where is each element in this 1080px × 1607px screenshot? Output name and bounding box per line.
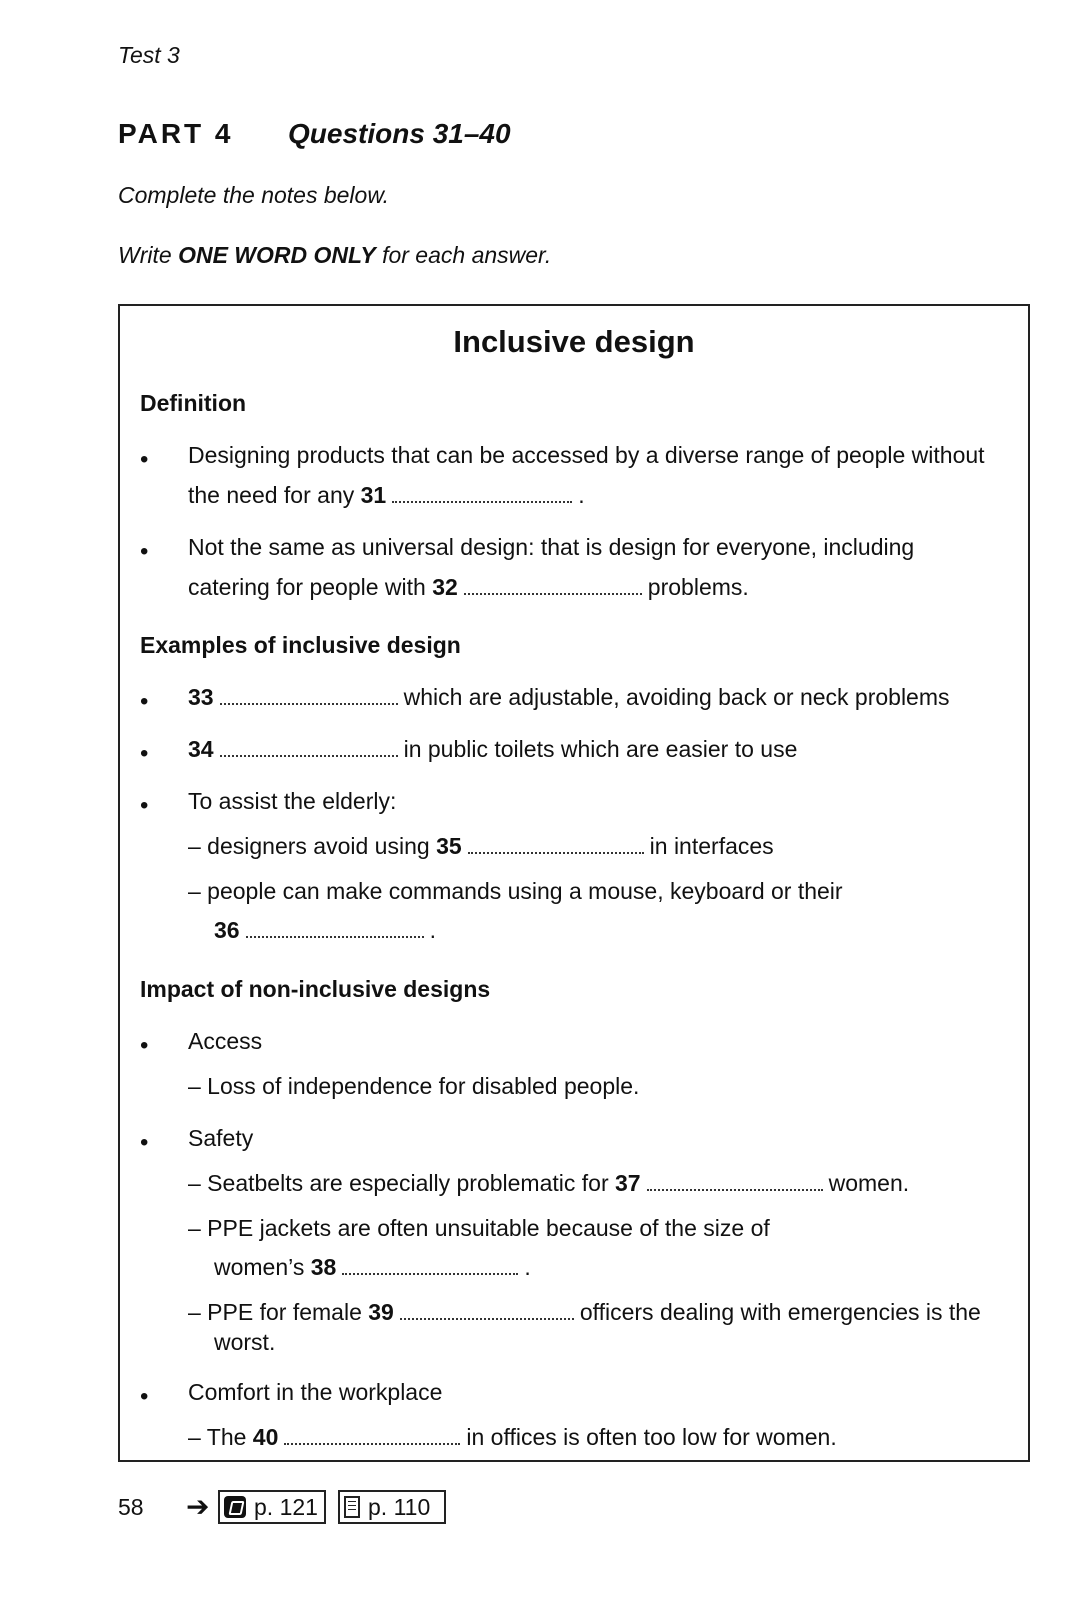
question-39-line2: worst.	[214, 1329, 276, 1355]
reference-answers[interactable]	[218, 1490, 326, 1524]
heading-examples: Examples of inclusive design	[140, 632, 461, 658]
answer-31-blank[interactable]	[392, 487, 572, 503]
bullet-icon: •	[140, 1383, 149, 1410]
heading-definition: Definition	[140, 390, 247, 416]
definition-line2: Not the same as universal design: that is design for everyone, including	[188, 534, 915, 560]
answer-38-blank[interactable]	[342, 1259, 518, 1275]
instruction-word-limit: Write ONE WORD ONLY for each answer.	[118, 242, 552, 268]
notes-box	[118, 304, 1030, 1462]
reference-transcript[interactable]	[338, 1490, 446, 1524]
question-32-line: catering for people with 32 problems.	[188, 574, 749, 600]
elderly-line: To assist the elderly:	[188, 788, 397, 814]
definition-line1: Designing products that can be accessed by a diverse range of people without	[188, 442, 985, 468]
notes-title: Inclusive design	[453, 324, 695, 359]
answer-35-blank[interactable]	[468, 838, 644, 854]
document-icon	[344, 1496, 360, 1518]
part-label: PART 4	[118, 118, 234, 149]
heading-impact: Impact of non-inclusive designs	[140, 976, 491, 1002]
question-35-line: – designers avoid using 35 in interfaces	[188, 833, 774, 859]
test-label: Test 3	[118, 42, 180, 68]
bullet-icon: •	[140, 688, 149, 715]
bullet-icon: •	[140, 792, 149, 819]
question-37-line: – Seatbelts are especially problematic for 37 women.	[188, 1170, 910, 1196]
question-38-line: women’s 38 .	[214, 1254, 531, 1280]
reference-transcript-page: p. 110	[368, 1493, 431, 1520]
safety-label: Safety	[188, 1125, 254, 1151]
bullet-icon: •	[140, 1032, 149, 1059]
access-detail: – Loss of independence for disabled people.	[188, 1073, 640, 1099]
page-number: 58	[118, 1494, 144, 1520]
answer-39-blank[interactable]	[400, 1304, 574, 1320]
question-39-line: – PPE for female 39 officers dealing with emergencies is the	[188, 1299, 981, 1325]
question-40-line: – The 40 in offices is often too low for women.	[188, 1424, 837, 1450]
bullet-icon: •	[140, 1129, 149, 1156]
bullet-icon: •	[140, 538, 149, 565]
answer-33-blank[interactable]	[220, 689, 398, 705]
bullet-icon: •	[140, 740, 149, 767]
question-36-line: 36 .	[214, 917, 436, 943]
access-label: Access	[188, 1028, 263, 1054]
commands-line: – people can make commands using a mouse, keyboard or their	[188, 878, 843, 904]
arrow-right-icon: ➔	[186, 1491, 210, 1522]
question-31-line: the need for any 31 .	[188, 482, 585, 508]
instruction-complete: Complete the notes below.	[118, 182, 390, 208]
answer-40-blank[interactable]	[284, 1429, 460, 1445]
answer-32-blank[interactable]	[464, 579, 642, 595]
answer-34-blank[interactable]	[220, 741, 398, 757]
answer-37-blank[interactable]	[647, 1175, 823, 1191]
book-icon	[224, 1496, 246, 1518]
bullet-icon: •	[140, 446, 149, 473]
question-33-line: 33 which are adjustable, avoiding back or neck problems	[188, 684, 950, 710]
question-34-line: 34 in public toilets which are easier to use	[188, 736, 798, 762]
ppe-jackets-line: – PPE jackets are often unsuitable because of the size of	[188, 1215, 770, 1241]
reference-answers-page: p. 121	[254, 1493, 318, 1520]
questions-range: Questions 31–40	[288, 118, 511, 149]
part-heading	[118, 118, 511, 150]
comfort-label: Comfort in the workplace	[188, 1379, 443, 1405]
answer-36-blank[interactable]	[246, 922, 424, 938]
